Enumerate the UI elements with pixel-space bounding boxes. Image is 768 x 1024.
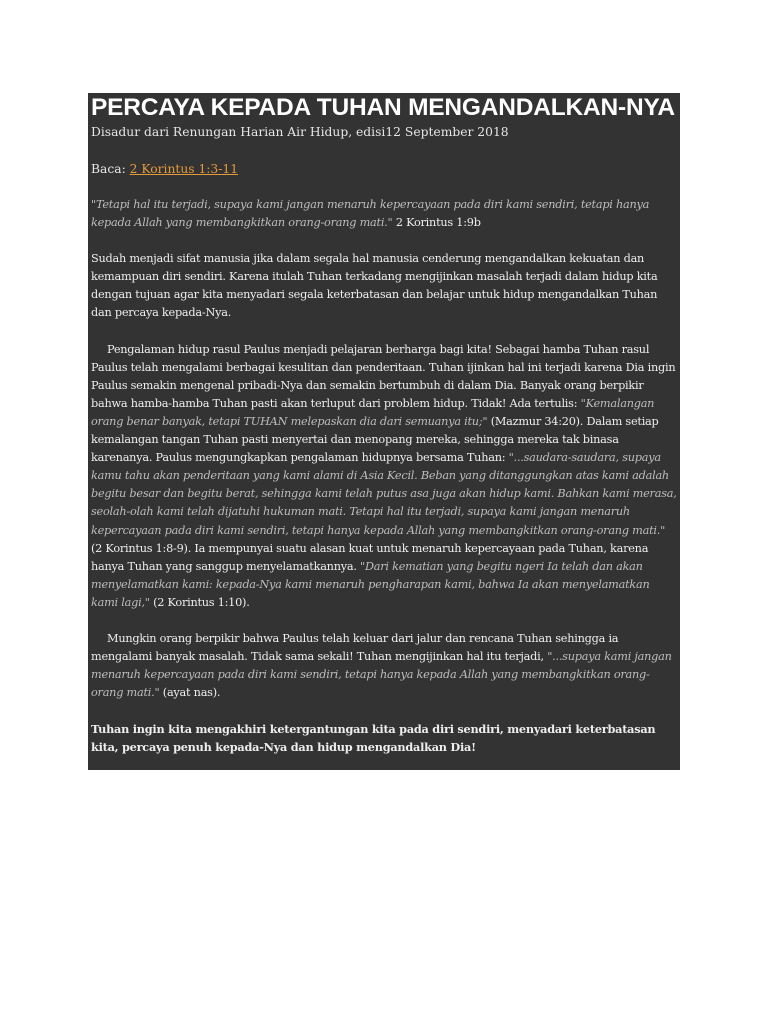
verse-ref: 2 Korintus 1:9b <box>395 216 481 230</box>
paragraph-2-quote-3: "Dari kematian yang begitu ngeri Ia telah dan akan menyelamatkan kami: kepada-Nya kami menaruh pengharapan kami, bahwa Ia akan menyelamatkan kami lagi," <box>91 559 650 609</box>
paragraph-1: Sudah menjadi sifat manusia jika dalam segala hal manusia cenderung mengandalkan kekuatan dan kemampuan diri sendiri. Karena itulah Tuhan terkadang mengijinkan masalah terjadi dalam hidup kita dengan tujuan agar kita menyadari segala keterbatasan dan belajar untuk hidup mengandalkan Tuhan dan percaya kepada-Nya. <box>91 252 658 320</box>
verse-block <box>91 196 678 232</box>
paragraph-3 <box>91 630 678 702</box>
bible-reading <box>91 160 678 178</box>
bible-reading-link[interactable]: 2 Korintus 1:3-11 <box>129 162 239 176</box>
article-panel <box>88 93 680 770</box>
conclusion: Tuhan ingin kita mengakhiri ketergantungan kita pada diri sendiri, menyadari keterbatasan kita, percaya penuh kepada-Nya dan hidup mengandalkan Dia! <box>91 722 656 755</box>
spacer <box>91 232 678 250</box>
verse-quote: "Tetapi hal itu terjadi, supaya kami jangan menaruh kepercayaan pada diri kami sendiri, tetapi hanya kepada Allah yang membangkitkan orang-orang mati." <box>91 198 650 230</box>
paragraph-2-text-1: Pengalaman hidup rasul Paulus menjadi pelajaran berharga bagi kita! Sebagai hamba Tuhan rasul Paulus telah mengalami berbagai kesulitan dan penderitaan. Tuhan ijinkan hal ini terjadi karena Dia ingin Paulus semakin mengenal pribadi-Nya dan semakin bertumbuh di dalam Dia. Banyak orang berpikir bahwa hamba-hamba Tuhan pasti akan terluput dari problem hidup. Tidak! Ada tertulis: <box>91 342 676 410</box>
baca-label: Baca: <box>91 162 126 176</box>
paragraph-3-text-1: Mungkin orang berpikir bahwa Paulus telah keluar dari jalur dan rencana Tuhan sehingga ia mengalami banyak masalah. Tidak sama sekali! Tuhan mengijinkan hal itu terjadi, <box>91 631 619 664</box>
spacer <box>91 323 678 341</box>
article-source: Disadur dari Renungan Harian Air Hidup, edisi12 September 2018 <box>91 125 509 139</box>
spacer <box>91 178 678 196</box>
spacer <box>91 612 678 630</box>
paragraph-3-text-2: (ayat nas). <box>162 686 221 700</box>
paragraph-3-quote: "...supaya kami jangan menaruh kepercayaan pada diri kami sendiri, tetapi hanya kepada Allah yang membangkitkan orang-orang mati." <box>91 650 672 700</box>
article-title: PERCAYA KEPADA TUHAN MENGANDALKAN-NYA <box>91 94 675 121</box>
paragraph-2-text-3: (2 Korintus 1:8-9). Ia mempunyai suatu alasan kuat untuk menaruh kepercayaan pada Tuhan, karena hanya Tuhan yang sanggup menyelamatkannya. <box>91 541 649 573</box>
paragraph-2-quote-2: "...saudara-saudara, supaya kamu tahu akan penderitaan yang kami alami di Asia Kecil. Beban yang ditanggungkan atas kami adalah begitu besar dan begitu berat, sehingga kami telah putus asa juga akan hidup kami. Bahkan kami merasa, seolah-olah kami telah dijatuhi hukuman mati. Tetapi hal itu terjadi, supaya kami jangan menaruh kepercayaan pada diri kami sendiri, tetapi hanya kepada Allah yang membangkitkan orang-orang mati." <box>91 451 677 537</box>
paragraph-2-text-2: (Mazmur 34:20). Dalam setiap kemalangan tangan Tuhan pasti menyertai dan menopang mereka, sehingga mereka tak binasa karenanya. Paulus mengungkapkan pengalaman hidupnya bersama Tuhan: <box>91 414 659 465</box>
paragraph-2-text-4: (2 Korintus 1:10). <box>153 595 250 609</box>
paragraph-2-quote-1: "Kemalangan orang benar banyak, tetapi TUHAN melepaskan dia dari semuanya itu;" <box>91 396 655 428</box>
paragraph-2 <box>91 341 678 612</box>
spacer <box>91 702 678 720</box>
